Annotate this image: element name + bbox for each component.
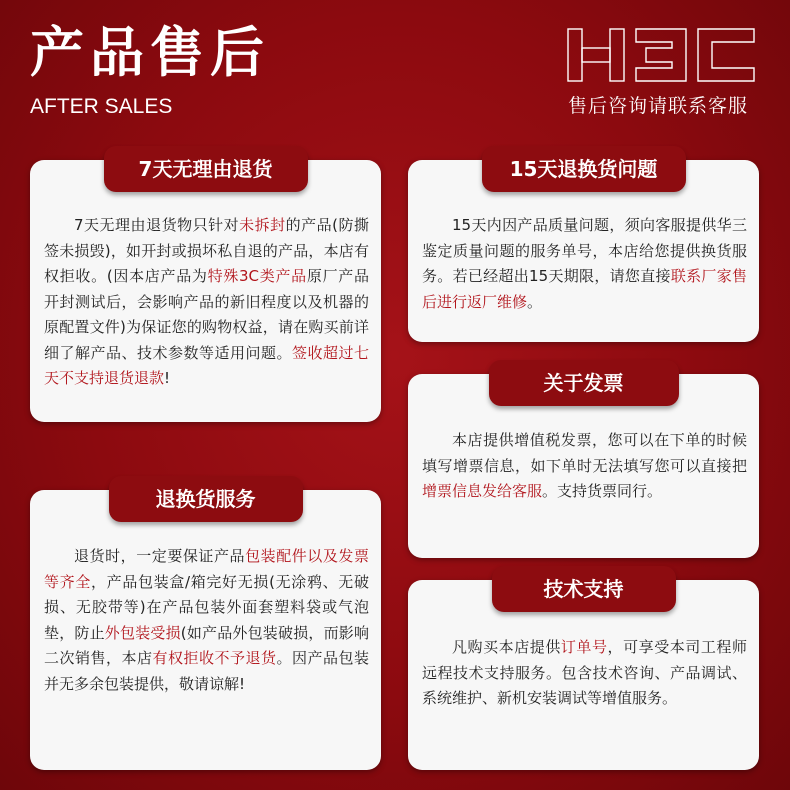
text: 。支持货票同行。 — [542, 482, 663, 500]
highlight-text: 未拆封 — [239, 216, 286, 234]
highlight-text: 增票信息发给客服 — [422, 482, 543, 500]
highlight-text: 有权拒收不予退货 — [152, 649, 277, 667]
highlight-text: 签收超过七天不支持退货退款 — [44, 343, 369, 387]
card-no-reason-return — [30, 157, 381, 422]
text: ! — [164, 369, 171, 387]
highlight-text: 外包装受损 — [104, 623, 181, 642]
card-exchange-service — [30, 487, 381, 770]
text: 退货时，一定要保证产品 — [74, 547, 246, 565]
page-title: 产品售后 — [30, 21, 270, 84]
card-title: 技术支持 — [492, 566, 676, 612]
card-text — [422, 428, 747, 505]
card-invoice — [408, 371, 759, 558]
slogan: 售后咨询请联系客服 — [568, 95, 749, 117]
highlight-text: 特殊3C类产品 — [207, 267, 307, 285]
page-subtitle: AFTER SALES — [30, 95, 173, 118]
h3c-logo — [566, 27, 756, 83]
card-title: 退换货服务 — [109, 476, 303, 522]
card-quality-exchange — [408, 157, 759, 342]
text: 本店提供增值税发票，您可以在下单的时候填写增票信息，如下单时无法填写您可以直接把 — [422, 431, 747, 475]
card-text — [422, 635, 747, 712]
text: 7天无理由退货物只针对 — [74, 216, 240, 234]
text: ，可享受本司工程师远程技术支持服务。包含技术咨询、产品调试、系统维护、新机安装调试等增值服务。 — [422, 638, 747, 707]
text: 。因产品包装并无多余包装提供，敬请谅解! — [44, 649, 369, 693]
card-text — [422, 213, 747, 315]
text: ，产品包装盒/箱完好无损(无涂鸦、无破损、无胶带等)在产品包装外面套塑料袋或气泡垫，防止 — [44, 572, 369, 642]
card-text — [44, 544, 369, 697]
highlight-text: 订单号 — [560, 638, 608, 656]
text: 。 — [527, 292, 543, 311]
card-text — [44, 213, 369, 392]
text: 15天内因产品质量问题，须向客服提供华三鉴定质量问题的服务单号，本店给您提供换货服务。若已经超出15天期限，请您直接 — [422, 216, 747, 285]
card-title: 15天退换货问题 — [482, 146, 686, 192]
highlight-text: 联系厂家售后进行返厂维修 — [422, 267, 747, 311]
text: 凡购买本店提供 — [452, 638, 561, 656]
text: 原厂产品开封测试后，会影响产品的新旧程度以及机器的原配置文件)为保证您的购物权益，请在购买前详细了解产品、技术参数等适用问题。 — [44, 267, 369, 362]
text: 的产品(防撕签未损毁)，如开封或损坏私自退的产品，本店有权拒收。(因本店产品为 — [44, 216, 369, 285]
card-title: 关于发票 — [489, 360, 679, 406]
text: (如产品外包装破损，而影响二次销售，本店 — [44, 623, 369, 667]
card-title: 7天无理由退货 — [104, 146, 308, 192]
highlight-text: 包装配件以及发票等齐全 — [44, 547, 369, 591]
card-tech-support — [408, 577, 759, 770]
h3c-logo-icon — [566, 27, 756, 83]
